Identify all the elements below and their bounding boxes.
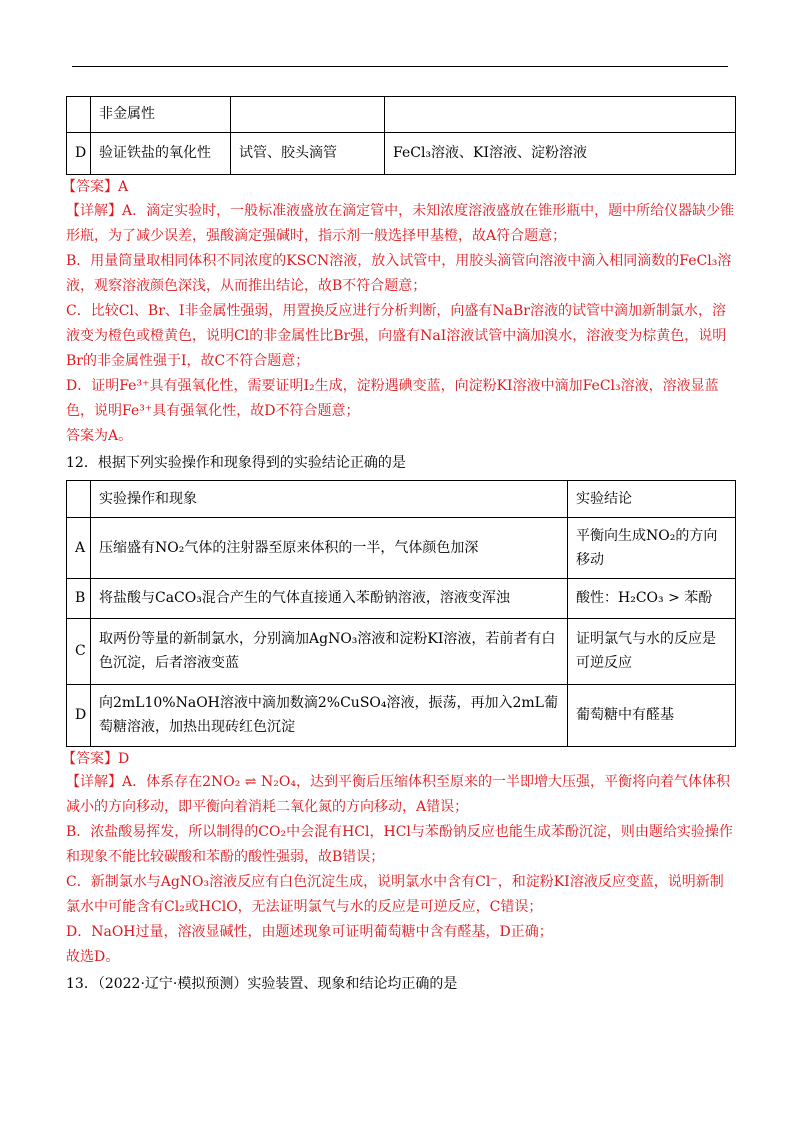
row-conclusion: 酸性：H₂CO₃ > 苯酚 bbox=[568, 578, 736, 618]
table-row bbox=[67, 578, 736, 618]
table-2 bbox=[66, 480, 736, 747]
header-conclusion: 实验结论 bbox=[568, 480, 736, 517]
answer-2: 【答案】D bbox=[62, 750, 130, 767]
detail-1-conclusion: 答案为A。 bbox=[66, 427, 133, 444]
detail-2-b: B．浓盐酸易挥发，所以制得的CO₂中会混有HCl，HCl与苯酚钠反应也能生成苯酚沉淀，则由题给实验操作和现象不能比较碳酸和苯酚的酸性强弱，故B错误； bbox=[66, 824, 733, 866]
table-row bbox=[67, 133, 736, 175]
row-operation: 向2mL10%NaOH溶液中滴加数滴2%CuSO₄溶液，振荡，再加入2mL葡萄糖溶液，加热出现砖红色沉淀 bbox=[91, 684, 568, 746]
detail-1-b: B．用量筒量取相同体积不同浓度的KSCN溶液，放入试管中，用胶头滴管向溶液中滴入相同滴数的FeCl₃溶液，观察溶液颜色深浅，从而推出结论，故B不符合题意； bbox=[66, 252, 732, 294]
row-label: B bbox=[67, 578, 91, 618]
table-row bbox=[67, 97, 736, 133]
detail-2-c: C．新制氯水与AgNO₃溶液反应有白色沉淀生成，说明氯水中含有Cl⁻，和淀粉KI溶液反应变蓝，说明新制氯水中可能含有Cl₂或HClO，无法证明氯气与水的反应是可逆反应，C错误； bbox=[66, 874, 724, 916]
row-label: C bbox=[67, 618, 91, 684]
row-label: A bbox=[67, 517, 91, 578]
row-purpose: 验证铁盐的氧化性 bbox=[91, 133, 231, 175]
detail-1-d: D．证明Fe³⁺具有强氧化性，需要证明I₂生成，淀粉遇碘变蓝，向淀粉KI溶液中滴加FeCl₃溶液，溶液显蓝色，说明Fe³⁺具有强氧化性，故D不符合题意； bbox=[66, 377, 719, 419]
detail-1-a: 【详解】A．滴定实验时，一般标准液盛放在滴定管中，未知浓度溶液盛放在锥形瓶中，题中所给仪器缺少锥形瓶，为了减少误差，强酸滴定强碱时，指示剂一般选择甲基橙，故A符合题意； bbox=[66, 202, 735, 244]
detail-2-a: 【详解】A．体系存在2NO₂ ⇌ N₂O₄，达到平衡后压缩体积至原来的一半即增大压强，平衡将向着气体体积减小的方向移动，即平衡向着消耗二氧化氮的方向移动，A错误； bbox=[66, 774, 730, 816]
detail-2-d: D．NaOH过量，溶液显碱性，由题述现象可证明葡萄糖中含有醛基，D正确； bbox=[66, 924, 553, 941]
table-row bbox=[67, 684, 736, 746]
header-rule bbox=[72, 66, 728, 67]
table-1 bbox=[66, 96, 736, 175]
row-purpose: 非金属性 bbox=[91, 97, 231, 133]
row-instruments: 试管、胶头滴管 bbox=[231, 133, 385, 175]
row-reagents: FeCl₃溶液、KI溶液、淀粉溶液 bbox=[385, 133, 736, 175]
question-13: 13．（2022·辽宁·模拟预测）实验装置、现象和结论均正确的是 bbox=[66, 976, 458, 993]
document-page bbox=[62, 96, 736, 997]
row-operation: 压缩盛有NO₂气体的注射器至原来体积的一半，气体颜色加深 bbox=[91, 517, 568, 578]
row-conclusion: 证明氯气与水的反应是可逆反应 bbox=[568, 618, 736, 684]
table-row bbox=[67, 517, 736, 578]
row-conclusion: 平衡向生成NO₂的方向移动 bbox=[568, 517, 736, 578]
row-label bbox=[67, 97, 91, 133]
row-label: D bbox=[67, 133, 91, 175]
detail-2-conclusion: 故选D。 bbox=[66, 949, 120, 966]
row-label: D bbox=[67, 684, 91, 746]
row-operation: 取两份等量的新制氯水，分别滴加AgNO₃溶液和淀粉KI溶液，若前者有白色沉淀，后者溶液变蓝 bbox=[91, 618, 568, 684]
question-12: 12．根据下列实验操作和现象得到的实验结论正确的是 bbox=[66, 454, 406, 471]
row-instruments bbox=[231, 97, 385, 133]
detail-1-c: C．比较Cl、Br、I非金属性强弱，用置换反应进行分析判断，向盛有NaBr溶液的试管中滴加新制氯水，溶液变为橙色或橙黄色，说明Cl的非金属性比Br强，向盛有NaI溶液试管中滴加溴水，溶液变为棕黄色，说明Br的非金属性强于I，故C不符合题意； bbox=[66, 302, 727, 369]
row-reagents bbox=[385, 97, 736, 133]
answer-1: 【答案】A bbox=[62, 179, 129, 195]
row-conclusion: 葡萄糖中有醛基 bbox=[568, 684, 736, 746]
table-header-row bbox=[67, 480, 736, 517]
header-operation: 实验操作和现象 bbox=[91, 480, 568, 517]
table-row bbox=[67, 618, 736, 684]
row-operation: 将盐酸与CaCO₃混合产生的气体直接通入苯酚钠溶液，溶液变浑浊 bbox=[91, 578, 568, 618]
